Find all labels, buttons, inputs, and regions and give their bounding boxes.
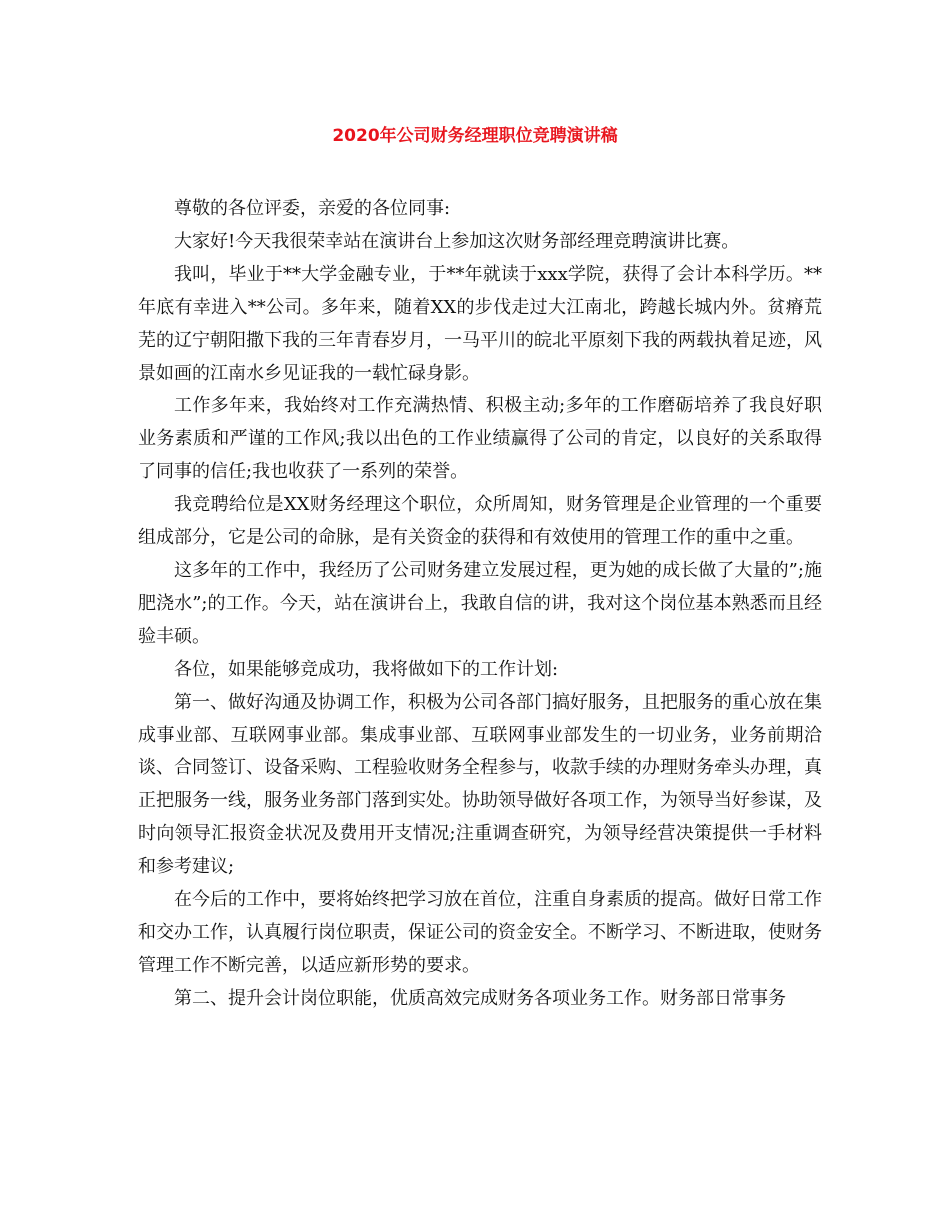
document-title: 2020年公司财务经理职位竞聘演讲稿 [332, 126, 618, 146]
paragraph-experience: 这多年的工作中，我经历了公司财务建立发展过程，更为她的成长做了大量的”;施肥浇水”;的工作。今天，站在演讲台上，我敢自信的讲，我对这个岗位基本熟悉而且经验丰硕。 [138, 559, 822, 647]
paragraph-plan-intro: 各位，如果能够竞成功，我将做如下的工作计划: [174, 658, 559, 680]
paragraph-greeting: 大家好!今天我很荣幸站在演讲台上参加这次财务部经理竞聘演讲比赛。 [174, 230, 740, 252]
paragraph-plan-first: 第一、做好沟通及协调工作，积极为公司各部门搞好服务，且把服务的重心放在集成事业部、互联网事业部。集成事业部、互联网事业部发生的一切业务，业务前期洽谈、合同签订、设备采购、工程验收财务全程参与，收款手续的办理财务牵头办理，真正把服务一线，服务业务部门落到实处。协助领导做好各项工作，为领导当好参谋，及时向领导汇报资金状况及费用开支情况;注重调查研究，为领导经营决策提供一手材料和参考建议; [138, 691, 822, 878]
paragraph-learning: 在今后的工作中，要将始终把学习放在首位，注重自身素质的提高。做好日常工作和交办工作，认真履行岗位职责，保证公司的资金安全。不断学习、不断进取，使财务管理工作不断完善，以适应新形势的要求。 [138, 889, 822, 976]
paragraph-target-position: 我竞聘给位是XX财务经理这个职位，众所周知，财务管理是企业管理的一个重要组成部分，它是公司的命脉，是有关资金的获得和有效使用的管理工作的重中之重。 [138, 494, 822, 549]
paragraph-introduction: 我叫，毕业于**大学金融专业，于**年就读于xxx学院，获得了会计本科学历。**年底有幸进入**公司。多年来，随着XX的步伐走过大江南北，跨越长城内外。贫瘠荒芜的辽宁朝阳撒下我的三年青春岁月，一马平川的皖北平原刻下我的两载执着足迹，风景如画的江南水乡见证我的一载忙碌身影。 [138, 263, 822, 384]
paragraph-plan-second: 第二、提升会计岗位职能，优质高效完成财务各项业务工作。财务部日常事务 [174, 987, 786, 1009]
paragraph-salutation: 尊敬的各位评委，亲爱的各位同事: [174, 198, 451, 219]
paragraph-work-attitude: 工作多年来，我始终对工作充满热情、积极主动;多年的工作磨砺培养了我良好职业务素质和严谨的工作风;我以出色的工作业绩赢得了公司的肯定，以良好的关系取得了同事的信任;我也收获了一系列的荣誉。 [138, 395, 822, 483]
document-body [138, 193, 822, 1016]
